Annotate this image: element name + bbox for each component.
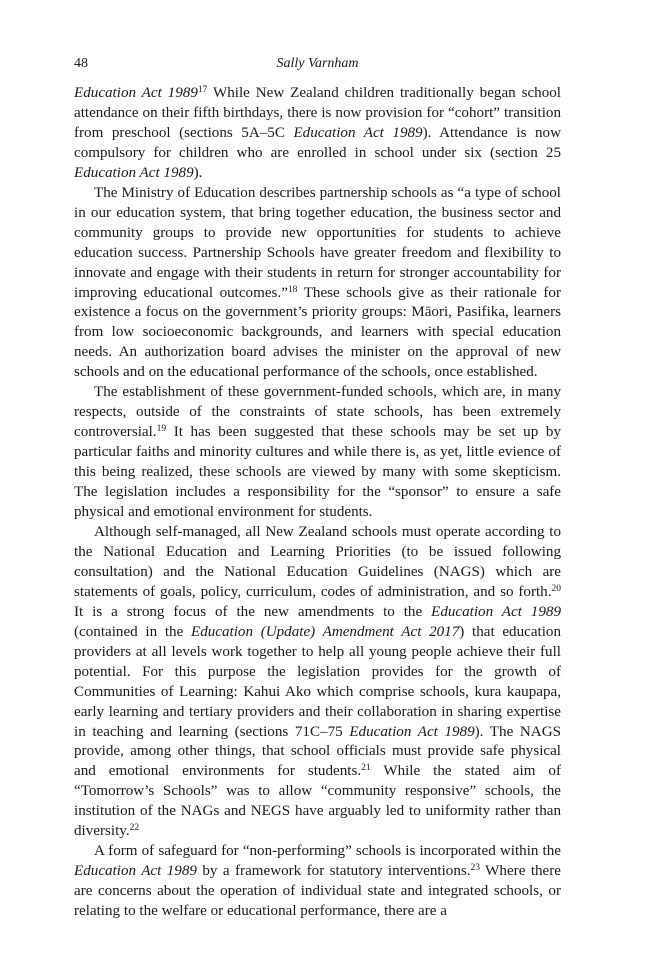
- italic-citation: Education Act 1989: [74, 164, 194, 181]
- italic-citation: Education Act 1989: [349, 723, 475, 740]
- page-number: 48: [74, 56, 88, 71]
- text-run: It has been suggested that these schools may be set up by particular faiths and minority cultures and while there is, as yet, little evience of this being realized, these schools are viewed by many with some skepticism. The legislation includes a responsibility for the “sponsor” to ensure a safe physical and emotional environment for students.: [74, 424, 561, 521]
- italic-citation: Education Act 1989: [293, 124, 423, 141]
- text-run: While New Zealand children traditionally began school attendance on their fifth birthdays, there is now provision for “cohort” transition from preschool (sections 5A–5C: [74, 85, 561, 141]
- body-paragraph: [74, 842, 561, 922]
- running-title: Sally Varnham: [276, 56, 359, 71]
- footnote-reference: 21: [361, 763, 371, 774]
- text-run: While the stated aim of “Tomorrow’s Schools” was to allow “community responsive” schools, the institution of the NAGs and NEGS have arguably led to uniformity rather than diversity.: [74, 763, 561, 840]
- text-run: Where there are concerns about the operation of individual state and integrated schools, or relating to the welfare or educational performance, there are a: [74, 863, 561, 920]
- footnote-reference: 19: [156, 424, 167, 435]
- text-run: (contained in the: [74, 623, 191, 640]
- body-paragraph: [74, 184, 561, 384]
- text-run: ). Attendance is now compulsory for children who are enrolled in school under six (section 25: [74, 124, 561, 161]
- footnote-reference: 23: [470, 863, 481, 874]
- body-paragraph: [74, 523, 561, 842]
- body-text: [74, 84, 561, 922]
- italic-citation: Education Act 1989: [74, 863, 197, 880]
- text-run: The establishment of these government-funded schools, which are, in many respects, outside of the constraints of state schools, has been extremely controversial.: [74, 384, 561, 441]
- footnote-reference: 17: [197, 85, 208, 95]
- text-run: It is a strong focus of the new amendments to the: [74, 603, 432, 620]
- italic-citation: Education (Update) Amendment Act 2017: [190, 623, 460, 640]
- text-run: ) that education providers at all levels work together to help all young people achieve their full potential. For this purpose the legislation provides for the growth of Communities of Learning: Kahui Ako which comprise schools, kura kaupapa, early learning and tertiary providers and their collaboration in sharing expertise in teaching and learning (sections 71C–75: [74, 623, 561, 740]
- footnote-reference: 22: [129, 823, 140, 834]
- footnote-reference: 20: [551, 583, 561, 594]
- footnote-reference: 18: [287, 284, 298, 295]
- text-run: These schools give as their rationale for existence a focus on the government’s priority groups: Māori, Pasifika, learners from low socioeconomic backgrounds, and learners with special education needs. An authorization board advises the minister on the approval of new schools and on the educational performance of the schools, once established.: [74, 284, 561, 381]
- text-run: Although self-managed, all New Zealand schools must operate according to the National Education and Learning Priorities (to be issued following consultation) and the National Education Guidelines (NAGS) which are statements of goals, policy, curriculum, codes of administration, and so forth.: [74, 523, 561, 600]
- italic-citation: Education Act 1989: [74, 85, 198, 101]
- text-run: ). The NAGS provide, among other things, that school officials must provide safe physical and emotional environments for students.: [74, 723, 561, 780]
- italic-citation: Education Act 1989: [431, 603, 561, 620]
- body-paragraph: [74, 84, 561, 184]
- running-head: [74, 54, 561, 76]
- body-paragraph: [74, 383, 561, 523]
- book-page: [74, 54, 561, 922]
- text-run: A form of safeguard for “non-performing” schools is incorporated within the: [94, 843, 561, 860]
- text-run: by a framework for statutory interventions.: [196, 863, 471, 880]
- text-run: ).: [193, 164, 203, 181]
- text-run: The Ministry of Education describes partnership schools as “a type of school in our education system, that bring together education, the business sector and community groups to provide new opportunities for students to achieve education success. Partnership Schools have greater freedom and flexibility to innovate and engage with their students in return for stronger accountability for improving educational outcomes.”: [74, 184, 561, 301]
